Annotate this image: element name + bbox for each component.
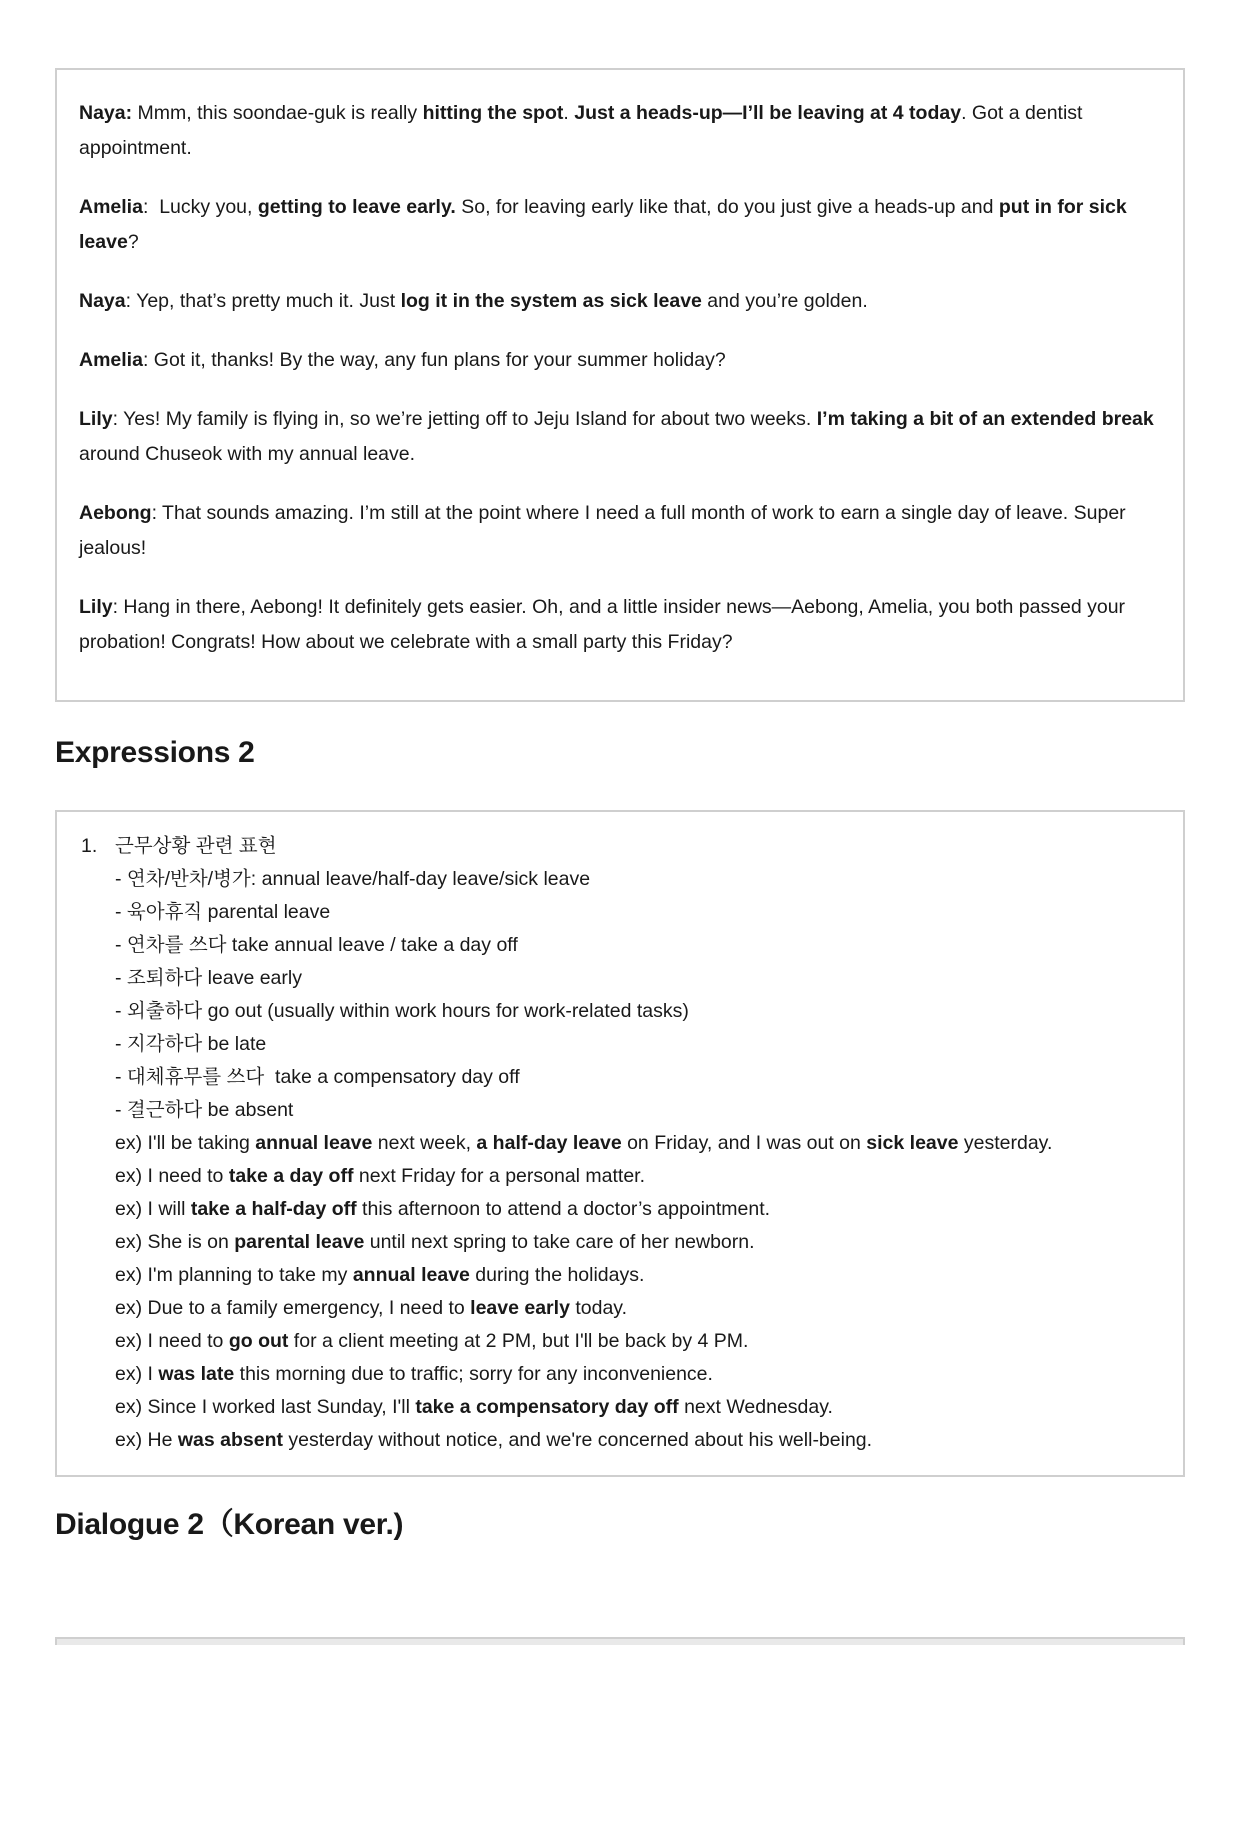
expression-line: - 연차/반차/병가: annual leave/half-day leave/sick leave [115, 868, 591, 890]
expression-list-item [81, 830, 1157, 1457]
expression-line: ex) He was absent yesterday without notice, and we're concerned about his well-being. [115, 1429, 873, 1451]
expression-list-content [115, 830, 1157, 1457]
expression-list-number: 1. [81, 835, 98, 857]
dialogue-paragraph: Amelia: Lucky you, getting to leave early. So, for leaving early like that, do you just give a heads-up and put in for sick leave? [79, 196, 1133, 253]
expression-line: - 육아휴직 parental leave [115, 901, 331, 923]
expression-line: - 대체휴무를 쓰다 take a compensatory day off [115, 1066, 520, 1088]
expression-line: ex) I'll be taking annual leave next week, a half-day leave on Friday, and I was out on sick leave yesterday. [115, 1132, 1053, 1154]
dialogue-1-box [55, 68, 1185, 702]
expression-line: - 결근하다 be absent [115, 1099, 294, 1121]
expression-line: ex) She is on parental leave until next spring to take care of her newborn. [115, 1231, 755, 1253]
expression-line: - 지각하다 be late [115, 1033, 267, 1055]
next-section-box-partial [55, 1637, 1185, 1645]
expressions-2-box [55, 810, 1185, 1477]
expression-list-title: 근무상황 관련 표현 [115, 835, 277, 857]
expression-line: - 조퇴하다 leave early [115, 967, 302, 989]
expression-line: ex) I will take a half-day off this afternoon to attend a doctor’s appointment. [115, 1198, 771, 1220]
dialogue-paragraph: Naya: Mmm, this soondae-guk is really hitting the spot. Just a heads-up—I’ll be leaving at 4 today. Got a dentist appointment. [79, 102, 1088, 159]
expression-lines [115, 863, 1157, 1457]
expression-line: ex) I need to go out for a client meeting at 2 PM, but I'll be back by 4 PM. [115, 1330, 749, 1352]
expression-line: ex) Due to a family emergency, I need to leave early today. [115, 1297, 628, 1319]
dialogue-paragraph: Naya: Yep, that’s pretty much it. Just log it in the system as sick leave and you’re golden. [79, 290, 868, 312]
expression-line: ex) I was late this morning due to traffic; sorry for any inconvenience. [115, 1363, 713, 1385]
dialogue-paragraph: Lily: Yes! My family is flying in, so we’re jetting off to Jeju Island for about two weeks. I’m taking a bit of an extended break around Chuseok with my annual leave. [79, 408, 1160, 465]
dialogue-paragraph: Aebong: That sounds amazing. I’m still at the point where I need a full month of work to earn a single day of leave. Super jealous! [79, 502, 1132, 559]
expression-line: ex) I need to take a day off next Friday for a personal matter. [115, 1165, 646, 1187]
expression-line: ex) Since I worked last Sunday, I'll take a compensatory day off next Wednesday. [115, 1396, 833, 1418]
expression-line: - 외출하다 go out (usually within work hours for work-related tasks) [115, 1000, 689, 1022]
document-page [0, 68, 1241, 1822]
dialogue-paragraph: Lily: Hang in there, Aebong! It definitely gets easier. Oh, and a little insider news—Aebong, Amelia, you both passed your probation! Congrats! How about we celebrate with a small party this Friday? [79, 596, 1131, 653]
expression-line: ex) I'm planning to take my annual leave during the holidays. [115, 1264, 645, 1286]
dialogue-2-korean-heading: Dialogue 2（Korean ver.) [55, 1508, 404, 1541]
expression-line: - 연차를 쓰다 take annual leave / take a day off [115, 934, 518, 956]
expressions-2-heading: Expressions 2 [55, 736, 255, 769]
dialogue-paragraph: Amelia: Got it, thanks! By the way, any fun plans for your summer holiday? [79, 349, 726, 371]
